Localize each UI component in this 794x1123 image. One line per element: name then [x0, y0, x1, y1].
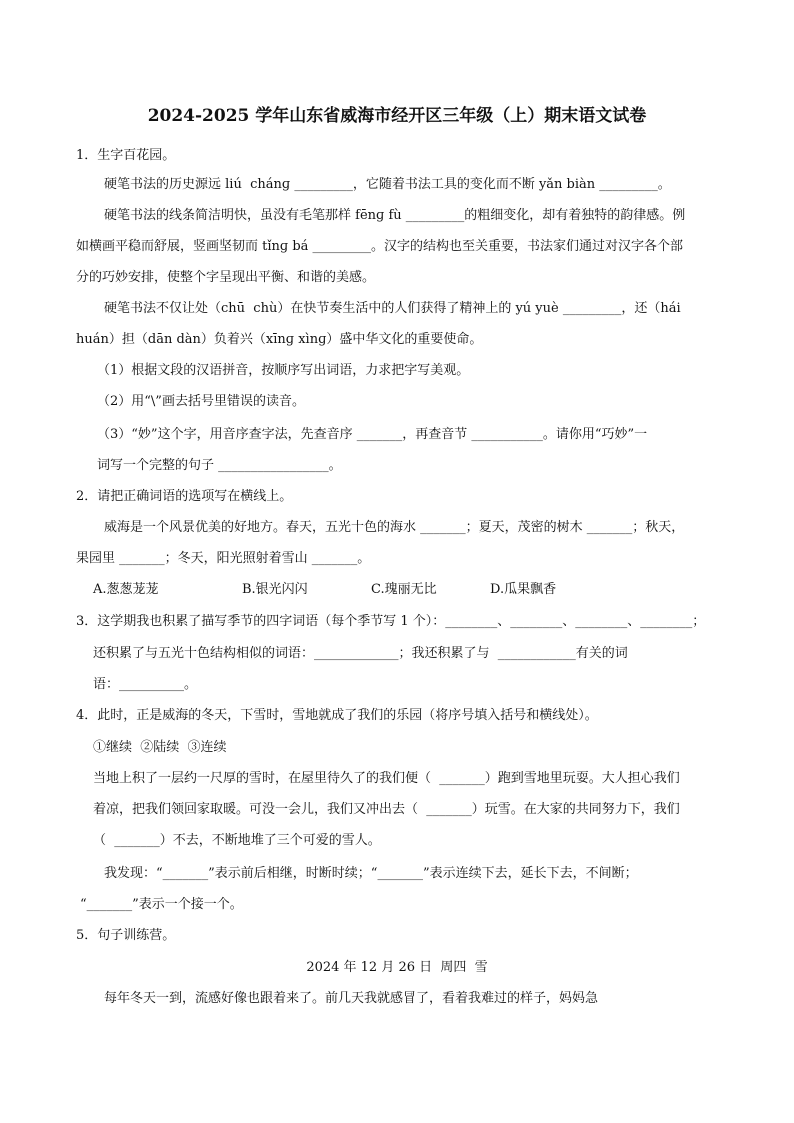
question-4-heading: 4．此时，正是威海的冬天，下雪时，雪地就成了我们的乐园（将序号填入括号和横线处）。: [76, 708, 598, 723]
question-1-subquestion-1: （1）根据文段的汉语拼音，按顺序写出词语，力求把字写美观。: [97, 363, 470, 378]
question-3-line-3: 语：__________。: [93, 677, 198, 692]
question-1-paragraph-2-line-3: 分的巧妙安排，使整个字呈现出平衡、和谐的美感。: [76, 270, 376, 285]
question-2-option-c: C.瑰丽无比: [371, 582, 437, 597]
question-1-paragraph-2-line-2: 如横画平稳而舒展，竖画坚韧而 tǐnɡ bá _________。汉字的结构也至关重要，书法家们通过对汉字各个部: [76, 239, 684, 254]
question-1-heading: 1．生字百花园。: [76, 148, 176, 163]
question-1-subquestion-2: （2）用“\”画去括号里错误的读音。: [97, 394, 305, 409]
question-2-line-1: 威海是一个风景优美的好地方。春天，五光十色的海水 _______；夏天，茂密的树木 _______；秋天，: [104, 520, 685, 535]
question-4-line-1: 当地上积了一层约一尺厚的雪时，在屋里待久了的我们便（ _______）跑到雪地里玩耍。大人担心我们: [93, 771, 680, 786]
question-4-line-4: 我发现：“_______”表示前后相继，时断时续；“_______”表示连续下去，延长下去，不间断；: [104, 866, 638, 881]
page-title: 2024-2025 学年山东省威海市经开区三年级（上）期末语文试卷: [147, 106, 647, 126]
question-3-line-1: 3．这学期我也积累了描写季节的四字词语（每个季节写 1 个）：________、________、________、________；: [76, 614, 706, 629]
question-1-subquestion-3-line-1: （3）“妙”这个字，用音序查字法，先查音序 _______，再查音节 ___________。请你用“巧妙”一: [97, 427, 648, 442]
question-5-heading: 5．句子训练营。: [76, 928, 176, 943]
question-3-line-2: 还积累了与五光十色结构相似的词语：_____________；我还积累了与 ____________有关的词: [93, 646, 628, 661]
question-2-heading: 2．请把正确词语的选项写在横线上。: [76, 489, 293, 504]
diary-date: 2024 年 12 月 26 日 周四 雪: [306, 960, 488, 975]
question-1-paragraph-3-line-1: 硬笔书法不仅让处（chū chù）在快节奏生活中的人们获得了精神上的 yú yuè _________，还（hái: [104, 301, 681, 316]
diary-text-line-1: 每年冬天一到，流感好像也跟着来了。前几天我就感冒了，看着我难过的样子，妈妈急: [104, 991, 599, 1006]
question-4-line-2: 着凉，把我们领回家取暖。可没一会儿，我们又冲出去（ _______）玩雪。在大家的共同努力下，我们: [93, 802, 680, 817]
question-4-choices: ①继续 ②陆续 ③连续: [93, 740, 227, 755]
question-1-paragraph-2-line-1: 硬笔书法的线条简洁明快，虽没有毛笔那样 fēnɡ fù _________的粗细变化，却有着独特的韵律感。例: [104, 208, 686, 223]
question-4-line-5: “_______”表示一个接一个。: [80, 897, 243, 912]
question-1-paragraph-1: 硬笔书法的历史源远 liú chánɡ _________，它随着书法工具的变化而不断 yǎn biàn _________。: [104, 177, 671, 192]
question-1-subquestion-3-line-2: 词写一个完整的句子 _________________。: [97, 458, 342, 473]
question-4-line-3: （ _______）不去，不断地堆了三个可爱的雪人。: [93, 833, 381, 848]
question-2-line-2: 果园里 _______；冬天，阳光照射着雪山 _______。: [76, 551, 371, 566]
question-2-option-d: D.瓜果飘香: [490, 582, 557, 597]
question-2-option-a: A.葱葱茏茏: [93, 582, 159, 597]
question-1-paragraph-3-line-2: huán）担（dān dàn）负着兴（xīnɡ xìnɡ）盛中华文化的重要使命。: [76, 332, 483, 347]
question-2-option-b: B.银光闪闪: [242, 582, 308, 597]
